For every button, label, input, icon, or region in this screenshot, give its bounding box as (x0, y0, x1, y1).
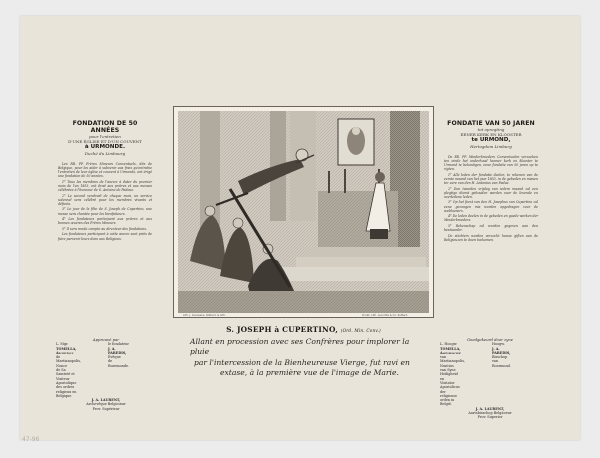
french-heading: FONDATION DE 50 ANNÉES (72, 120, 138, 134)
approval-heading: Approuvé par (92, 337, 120, 342)
approval-signer: J. A. LAURENT, (475, 406, 505, 411)
dutch-paragraph: De EE. PP. Minderbroeders Conventuelen verzoeken ten einde het onderhoud hunner kerk en klooster te Urmond te bekostigen, eene fondatie van 50 jaren op te rigten. (444, 155, 538, 172)
french-paragraph: 3° Le jour de la fête de S. Joseph de Cupertino, une messe sera chantée pour les bienfaiteurs. (58, 207, 152, 216)
french-text-column (58, 120, 152, 242)
dutch-paragraph: 2° Den tweeden vrijdag van iedere maand zal een plegtige dienst gehouden worden voor de levende en overledene leden. (444, 186, 538, 199)
dutch-subheading-1: tot opregting (477, 127, 505, 132)
french-place: à URMONDE. (84, 144, 126, 150)
dutch-paragraph: 4° De leden deelen in de gebeden en goede werken der Minderbroeders. (444, 214, 538, 223)
dutch-paragraph: De stichters worden verzocht hunne giften aan de Religieuzen te doen toekomen. (444, 233, 538, 242)
order-abbreviation: (Ord. Min. Conv.) (340, 328, 381, 333)
inventory-mark: 47-96 (22, 436, 40, 443)
approval-line: TOMELLA, Archevêque (56, 346, 77, 355)
approval-line: TOMELLA, Aartsbisschop (440, 346, 461, 355)
lithographer-credit: Lith. J. Goossens, Rotterd. & Lith. (183, 314, 226, 317)
dutch-heading: FONDATIE VAN 50 JAREN (447, 120, 535, 127)
approval-line: van Martianopolis, Nuntius (440, 355, 466, 368)
saint-name: S. JOSEPH à CUPERTINO, (226, 325, 338, 334)
approval-line: van Roermond. (492, 359, 511, 368)
french-region: Duché du Limbourg (84, 151, 126, 156)
french-paragraph: 4° Les fondateurs participent aux prières et aux bonnes œuvres des Frères Mineurs. (58, 217, 152, 226)
approval-line: Bisschop (492, 355, 508, 360)
print-caption (190, 337, 430, 379)
french-paragraph: 2° Le second vendredi de chaque mois, un service solennel sera célébré pour les membres vivants et défunts. (58, 193, 152, 206)
approval-line: religieuse orden in België. (440, 393, 457, 407)
dutch-subheading-2: EENER KERK EN KLOOSTER (460, 132, 522, 137)
approval-line: de Martianopolis, Nonce (56, 355, 82, 368)
approval-line: L. Hoogw. (440, 342, 458, 347)
dutch-place: te URMOND, (471, 137, 511, 143)
caption-line: extase, à la première vue de l'image de Marie. (220, 368, 399, 378)
french-approvals (56, 338, 156, 411)
french-paragraph: Les fondateurs participant à cette œuvre sont priés de faire parvenir leurs dons aux Religieux. (58, 232, 152, 241)
approval-line: de Ruremonde. (108, 359, 130, 368)
french-paragraph: Les RR. PP. Frères Mineurs Conventuels, dits de Belgique, pour les aider à subvenir aux frais qu'entraîne l'entretien de leur église et couvent à Urmonde, ont érigé une fondation de 50 années. (58, 162, 152, 179)
dutch-paragraph: 1° Alle leden der fondatie deelen, te rekenen van de eerste maand van het jaar 1853, in de gebeden en missen ter eere van den H. Antonius van Padua. (444, 172, 538, 186)
approval-line: van Syne Heiligheid en (440, 368, 458, 381)
approval-signer-title: Aartsbisschop Belgicœur (468, 411, 512, 416)
approval-line: Évêque (108, 355, 121, 360)
dutch-paragraph: 3° Op het feest van den H. Josephus van Cupertino zal eene gezongen mis worden opgedragen voor de weldoeners. (444, 200, 538, 213)
approval-line: L. Mgr. (56, 342, 69, 347)
approval-line: Hoogw. (492, 342, 505, 347)
approval-line: religieux en Belgique. (56, 389, 77, 398)
engraving-illustration (178, 111, 429, 313)
french-subheading-1: pour l'entretien (89, 134, 121, 139)
approval-line: de Sa Sainteté et Visiteur (56, 368, 75, 381)
print-title (173, 325, 434, 334)
engraving-frame (173, 106, 434, 318)
approval-line: J. A. PAREDIS, (108, 346, 127, 355)
dutch-region: Hertogdom Limburg (470, 144, 512, 149)
dutch-paragraph: 5° Rekenschap zal worden gegeven aan den bestuurder. (444, 223, 538, 232)
dutch-text-column (444, 120, 538, 243)
french-subheading-2: D'UNE ÉGLISE ET D'UN COUVENT (68, 139, 142, 144)
french-paragraph: 5° Il sera rendu compte au directeur des fondations. (62, 226, 147, 231)
caption-line: Allant en procession avec ses Confrères pour implorer la pluie (190, 337, 410, 357)
dutch-approvals (440, 338, 540, 420)
approval-heading: Goedgekeurd door zyne (467, 337, 513, 342)
approval-line: le fondateur (108, 342, 130, 347)
approval-signer-title: Prov. Supérieur (92, 406, 120, 411)
approval-signer-title: Prov. Superior (477, 415, 503, 420)
printer-credit: Drukk. Lith. Lecomte & Co. Rotterd. (362, 314, 409, 317)
french-paragraph: 1° Tous les membres de l'œuvre à dater du premier mois de l'an 1853, ont droit aux prières et aux messes célébrées à l'honneur de S. Antoine de Padoue. (58, 179, 152, 193)
approval-line: Visitator Apostolicus der (440, 380, 460, 394)
approval-line: Apostolique des ordres (56, 380, 77, 390)
caption-line: par l'intercession de la Bienheureuse Vierge, fut ravi en (194, 357, 410, 367)
approval-signer-title: Archevêque Belgicœur (86, 402, 126, 407)
approval-line: J. A. PAREDIS, (492, 346, 511, 355)
approval-signer: J. A. LAURENT, (91, 398, 121, 403)
